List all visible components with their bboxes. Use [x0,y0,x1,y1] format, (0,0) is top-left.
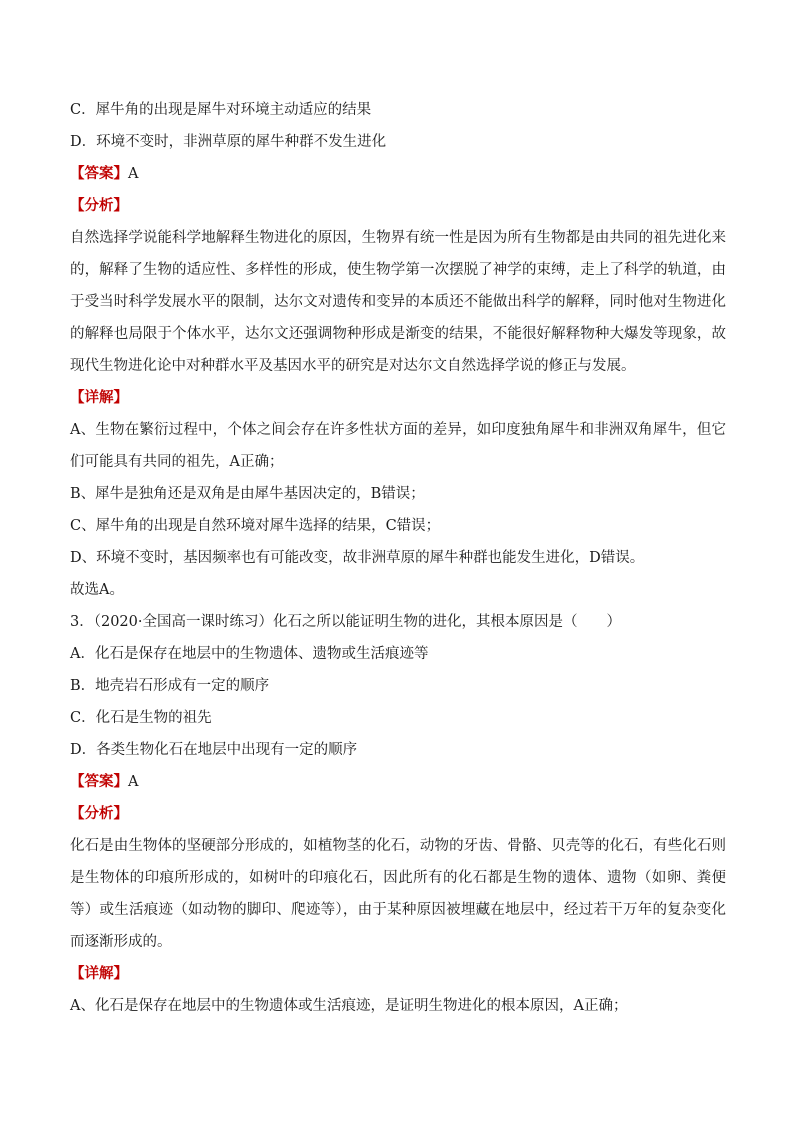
answer-label: 【答案】 [70,773,128,790]
q3-analysis-label: 【分析】 [70,805,128,822]
q3-option-c: C．化石是生物的祖先 [70,710,212,726]
q2-answer [70,164,726,184]
q3-stem: 3．（2020·全国高一课时练习）化石之所以能证明生物的进化，其根本原因是（ ） [70,614,621,630]
q3-option-a: A．化石是保存在地层中的生物遗体、遗物或生活痕迹等 [70,646,429,662]
q2-conclusion: 故选A。 [70,582,124,598]
q2-analysis-label: 【分析】 [70,197,128,214]
q2-detail-b: B、犀牛是独角还是双角是由犀牛基因决定的，B错误； [70,486,425,502]
answer-value: A [128,774,139,790]
q2-detail-label: 【详解】 [70,389,128,406]
document-content [70,100,726,1028]
q3-option-b: B．地壳岩石形成有一定的顺序 [70,678,270,694]
q2-option-d: D．环境不变时，非洲草原的犀牛种群不发生进化 [70,134,387,150]
q2-analysis-text: 自然选择学说能科学地解释生物进化的原因，生物界有统一性是因为所有生物都是由共同的祖先进化来的，解释了生物的适应性、多样性的形成，使生物学第一次摆脱了神学的束缚，走上了科学的轨道，由于受当时科学发展水平的限制，达尔文对遗传和变异的本质还不能做出科学的解释，同时他对生物进化的解释也局限于个体水平，达尔文还强调物种形成是渐变的结果，不能很好解释物种大爆发等现象，故现代生物进化论中对种群水平及基因水平的研究是对达尔文自然选择学说的修正与发展。 [70,230,726,374]
q3-analysis-text: 化石是由生物体的坚硬部分形成的，如植物茎的化石，动物的牙齿、骨骼、贝壳等的化石，有些化石则是生物体的印痕所形成的，如树叶的印痕化石，因此所有的化石都是生物的遗体、遗物（如卵、粪便等）或生活痕迹（如动物的脚印、爬迹等），由于某种原因被埋藏在地层中，经过若干万年的复杂变化而逐渐形成的。 [70,838,726,950]
q2-detail-a: A、生物在繁衍过程中，个体之间会存在许多性状方面的差异，如印度独角犀牛和非洲双角犀牛，但它们可能具有共同的祖先，A正确； [70,422,726,470]
q3-answer [70,772,726,792]
q3-detail-a: A、化石是保存在地层中的生物遗体或生活痕迹，是证明生物进化的根本原因，A正确； [70,998,628,1014]
answer-label: 【答案】 [70,165,128,182]
q3-option-d: D．各类生物化石在地层中出现有一定的顺序 [70,742,358,758]
q2-option-c: C．犀牛角的出现是犀牛对环境主动适应的结果 [70,102,372,118]
q2-detail-c: C、犀牛角的出现是自然环境对犀牛选择的结果，C错误； [70,518,441,534]
q3-detail-label: 【详解】 [70,965,128,982]
q2-detail-d: D、环境不变时，基因频率也有可能改变，故非洲草原的犀牛种群也能发生进化，D错误。 [70,550,645,566]
answer-value: A [128,166,139,182]
